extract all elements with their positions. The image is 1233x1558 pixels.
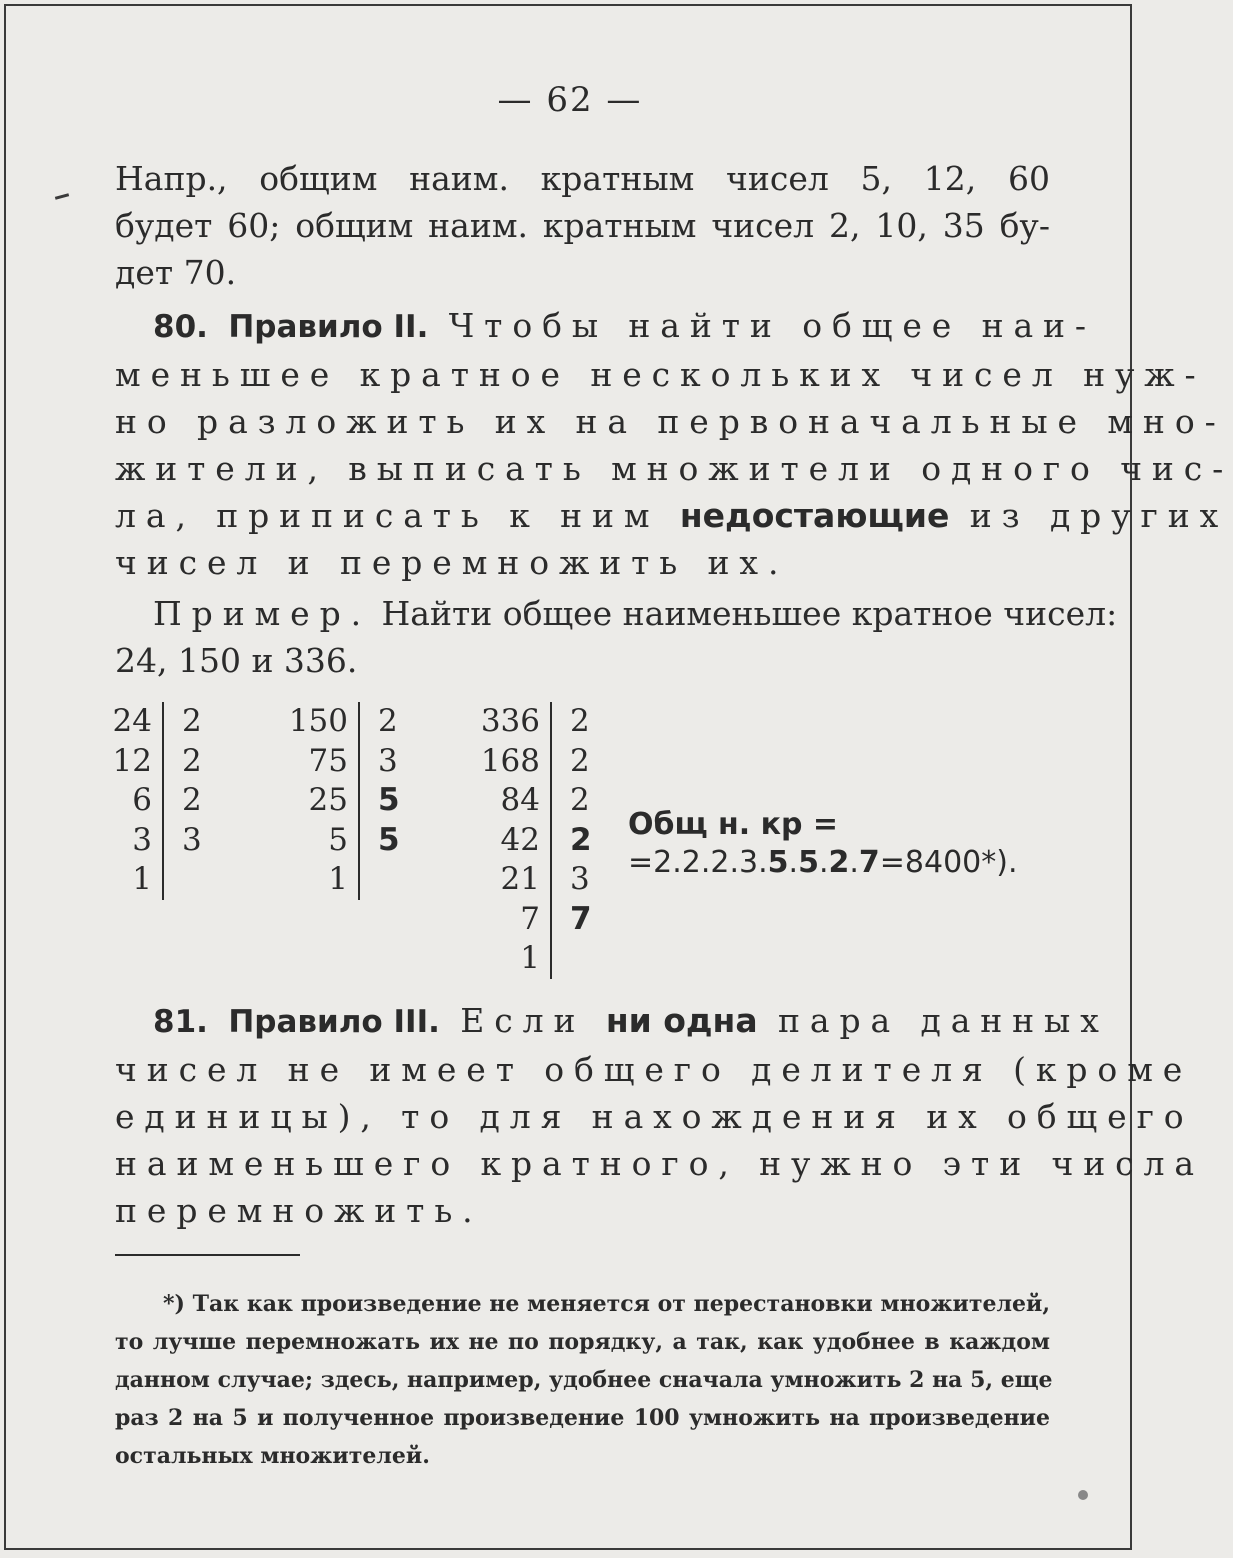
lcm-factor-7: 7 xyxy=(858,845,880,880)
dividend: 7 xyxy=(520,900,540,937)
footnote-separator xyxy=(115,1254,300,1256)
footnote-line-2: то лучше перемножать их не по порядку, а так, как удобнее в каждом xyxy=(115,1329,1050,1355)
rule-3-paragraph xyxy=(115,997,1204,1234)
factor-row xyxy=(470,860,594,900)
rule-2-line-1 xyxy=(115,302,1096,351)
prime-factor: 7 xyxy=(550,900,594,940)
factor-row xyxy=(110,742,206,782)
prime-factor: 2 xyxy=(550,781,594,821)
footnote-line-1: *) Так как произведение не меняется от перестановки множителей, xyxy=(163,1291,1050,1317)
prime-factor: 5 xyxy=(358,781,402,821)
prime-factor: 3 xyxy=(550,860,594,900)
factor-row xyxy=(470,742,594,782)
rule-2-line-4: жители, выписать множители одного чис- xyxy=(115,449,1233,488)
factor-row xyxy=(110,821,206,861)
factor-row xyxy=(470,939,594,979)
rule-2-heading: Правило II. xyxy=(228,309,429,345)
factorization-24 xyxy=(110,702,206,900)
prime-factor: 2 xyxy=(162,742,206,782)
example-paragraph xyxy=(115,590,1118,684)
rule-2-paragraph xyxy=(115,302,1233,586)
lcm-eq-end: =8400*). xyxy=(879,845,1018,880)
rule-3-line-5: перемножить. xyxy=(115,1191,483,1230)
factor-row xyxy=(470,900,594,940)
lcm-factor-5a: 5 xyxy=(767,845,789,880)
factor-row xyxy=(470,781,594,821)
footnote xyxy=(115,1285,1053,1475)
example-line-1-text: Найти общее наименьшее кратное чисел: xyxy=(381,594,1118,633)
rule-3-number: 81. xyxy=(153,1004,208,1040)
intro-paragraph xyxy=(115,155,1050,296)
dividend: 84 xyxy=(500,782,540,818)
dividend: 21 xyxy=(500,861,540,897)
corner-dot xyxy=(1078,1490,1088,1500)
example-line-1 xyxy=(115,590,1118,637)
factor-row xyxy=(286,860,402,900)
prime-factor: 2 xyxy=(550,742,594,782)
dividend: 25 xyxy=(308,782,348,818)
rule-2-line-5-a: ла, приписать к ним xyxy=(115,496,660,535)
prime-factor: 2 xyxy=(550,702,594,742)
dividend: 168 xyxy=(480,742,540,779)
rule-3-emphasis: ни одна xyxy=(605,1001,758,1040)
factor-row xyxy=(110,860,206,900)
prime-factor: 5 xyxy=(358,821,402,861)
prime-factor: 2 xyxy=(162,781,206,821)
dividend: 1 xyxy=(520,940,540,976)
rule-3-line-1 xyxy=(115,997,1109,1046)
dividend: 5 xyxy=(328,821,348,858)
dividend: 150 xyxy=(288,703,348,739)
factor-row xyxy=(110,781,206,821)
dividend: 1 xyxy=(328,861,348,897)
prime-factor: 3 xyxy=(162,821,206,861)
footnote-line-4: раз 2 на 5 и полученное произведение 100 умножить на произведение xyxy=(115,1405,1050,1431)
rule-3-heading: Правило III. xyxy=(228,1004,440,1040)
prime-factor xyxy=(162,860,206,900)
intro-line-1: Напр., общим наим. кратным чисел 5, 12, 60 xyxy=(115,159,1050,198)
dividend: 42 xyxy=(500,821,540,858)
rule-2-line-2: меньшее кратное нескольких чисел нуж- xyxy=(115,355,1206,394)
prime-factor: 3 xyxy=(358,742,402,782)
factorization-150 xyxy=(286,702,402,900)
rule-2-line-5-b: из других xyxy=(969,496,1229,535)
rule-3-line-1-b: пара данных xyxy=(778,1001,1109,1040)
page-number: — 62 — xyxy=(497,80,643,120)
intro-line-3: дет 70. xyxy=(115,253,237,292)
factor-row xyxy=(286,781,402,821)
lcm-factor-2: 2 xyxy=(828,845,850,880)
footnote-line-5: остальных множителей. xyxy=(115,1443,430,1469)
prime-factor: 2 xyxy=(358,702,402,742)
intro-line-2: будет 60; общим наим. кратным чисел 2, 10, 35 бу- xyxy=(115,206,1050,245)
example-line-2: 24, 150 и 336. xyxy=(115,641,358,680)
rule-3-line-3: единицы), то для нахождения их общего xyxy=(115,1097,1194,1136)
lcm-equation xyxy=(628,844,1018,882)
lcm-eq-start: =2.2.2.3. xyxy=(628,845,768,880)
factor-row xyxy=(470,702,594,742)
rule-2-line-1-text: Чтобы найти общее наи- xyxy=(448,306,1096,345)
dividend: 336 xyxy=(480,703,540,739)
factor-row xyxy=(286,821,402,861)
dividend: 1 xyxy=(132,861,152,897)
rule-2-emphasis: недостающие xyxy=(679,496,950,535)
prime-factor xyxy=(358,860,402,900)
dividend: 3 xyxy=(132,821,152,858)
dividend: 12 xyxy=(112,742,152,779)
dividend: 6 xyxy=(132,782,152,818)
factor-row xyxy=(470,821,594,861)
lcm-result xyxy=(628,806,1018,882)
rule-3-line-4: наименьшего кратного, нужно эти числа xyxy=(115,1144,1204,1183)
lcm-dot-3: . xyxy=(849,845,859,880)
prime-factor: 2 xyxy=(550,821,594,861)
footnote-line-3: данном случае; здесь, например, удобнее сначала умножить 2 на 5, еще xyxy=(115,1367,1053,1393)
prime-factor: 2 xyxy=(162,702,206,742)
factor-row xyxy=(110,702,206,742)
factor-row xyxy=(286,702,402,742)
rule-3-line-1-a: Если xyxy=(460,1001,586,1040)
lcm-dot-2: . xyxy=(818,845,829,880)
lcm-dot-1: . xyxy=(788,845,799,880)
rule-3-line-2: чисел не имеет общего делителя (кроме xyxy=(115,1050,1193,1089)
lcm-label xyxy=(628,806,1018,844)
lcm-label-text: Общ н. кр = xyxy=(628,807,839,842)
dividend: 24 xyxy=(112,703,152,739)
rule-2-line-6: чисел и перемножить их. xyxy=(115,543,789,582)
rule-2-number: 80. xyxy=(153,309,208,345)
factorization-336 xyxy=(470,702,594,979)
example-label: Пример. xyxy=(153,594,372,633)
dividend: 75 xyxy=(308,742,348,779)
factor-row xyxy=(286,742,402,782)
rule-2-line-3: но разложить их на первоначальные мно- xyxy=(115,402,1226,441)
rule-2-line-5 xyxy=(115,492,1229,539)
lcm-factor-5b: 5 xyxy=(798,845,819,880)
prime-factor xyxy=(550,939,594,979)
